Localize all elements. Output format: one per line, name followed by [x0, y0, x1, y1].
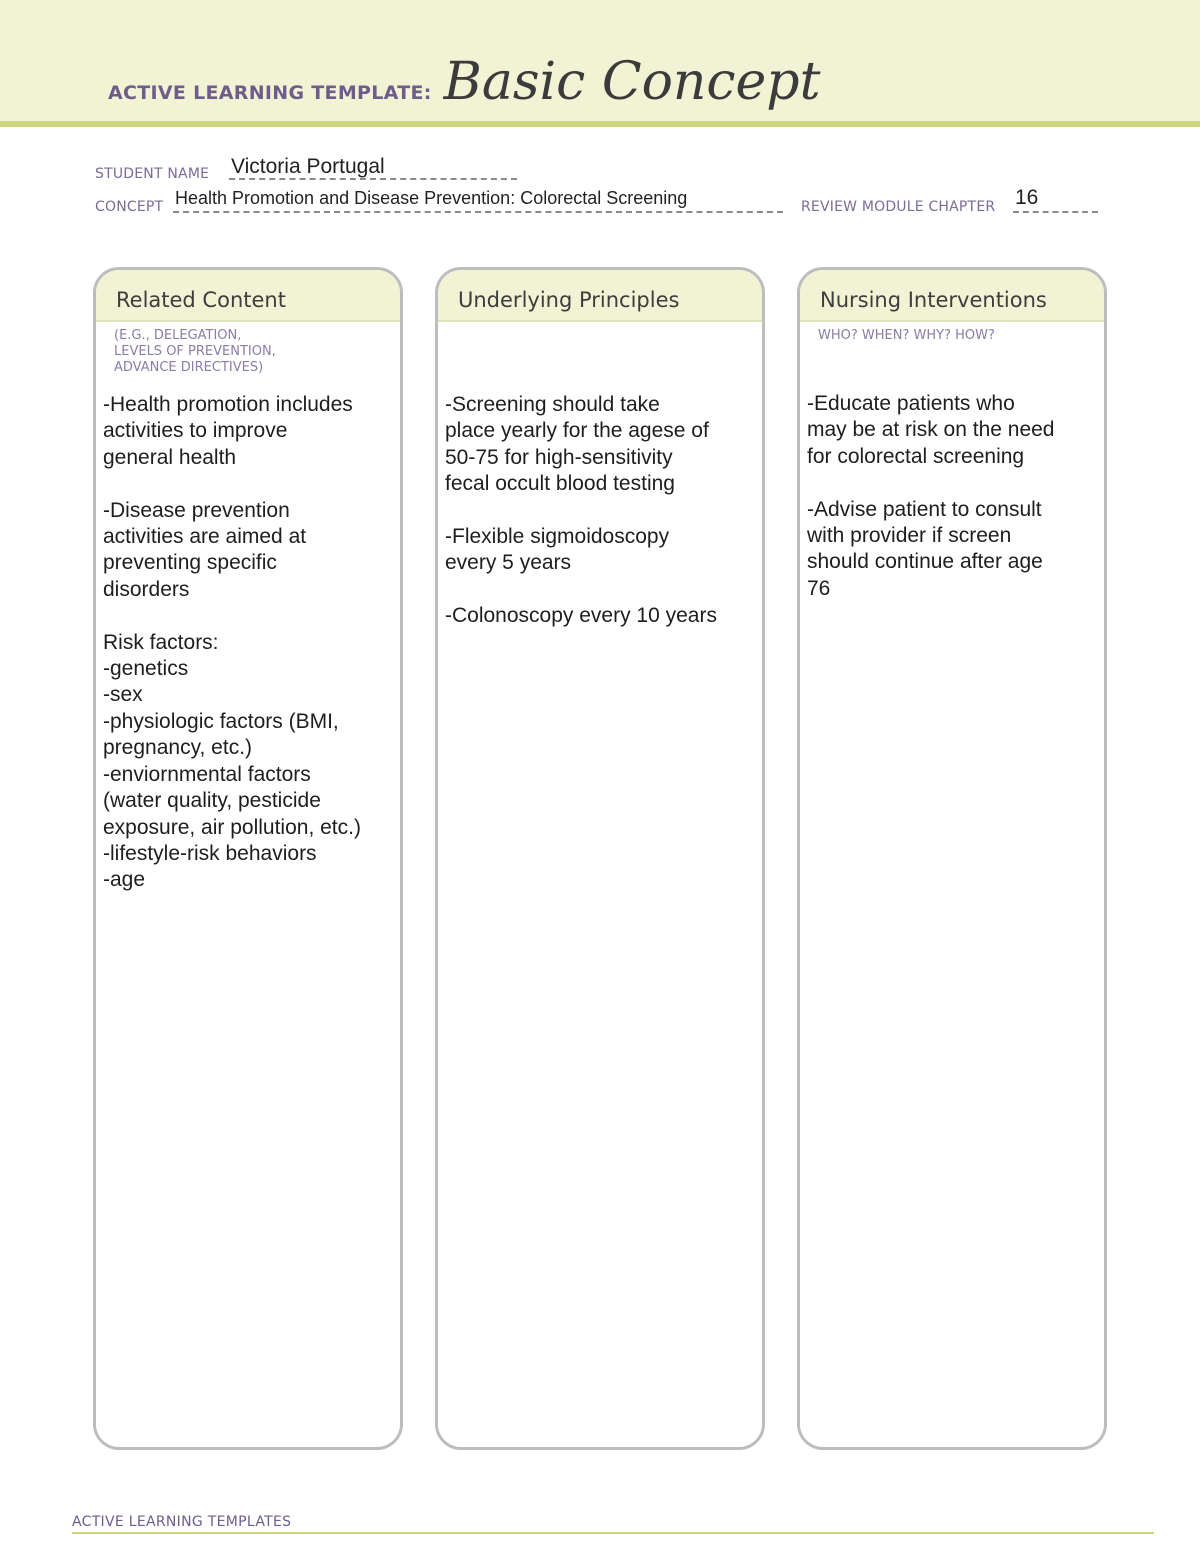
page-header	[108, 52, 821, 122]
review-module-label: REVIEW MODULE CHAPTER	[801, 199, 996, 215]
related-content-hint: (E.G., DELEGATION, LEVELS OF PREVENTION, ADVANCE DIRECTIVES)	[114, 328, 276, 375]
template-label: ACTIVE LEARNING TEMPLATE:	[108, 82, 432, 104]
student-name-label: STUDENT NAME	[95, 166, 210, 182]
footer-label: ACTIVE LEARNING TEMPLATES	[72, 1514, 292, 1530]
underlying-principles-hint	[438, 322, 762, 328]
review-module-underline	[1013, 211, 1098, 213]
footer-rule	[72, 1532, 1154, 1534]
concept-label: CONCEPT	[95, 199, 164, 215]
nursing-interventions-hint: WHO? WHEN? WHY? HOW?	[818, 328, 995, 343]
nursing-interventions-card	[797, 267, 1107, 1450]
related-content-heading: Related Content	[96, 270, 400, 322]
underlying-principles-heading: Underlying Principles	[438, 270, 762, 322]
nursing-interventions-text[interactable]: -Educate patients who may be at risk on the need for colorectal screening -Advise patient to consult with provider if screen should continue after age 76	[807, 392, 1055, 600]
related-content-text[interactable]: -Health promotion includes activities to improve general health -Disease prevention activities are aimed at preventing specific disorders Risk factors: -genetics -sex -physiologic factors (BMI, pregnancy, etc.) -enviornmental factors (water quality, pesticide exposure, air pollution, etc.) -lifestyle-risk behaviors -age	[103, 393, 361, 892]
student-name-field[interactable]: Victoria Portugal	[231, 155, 385, 178]
page-title: Basic Concept	[443, 52, 821, 112]
concept-field[interactable]: Health Promotion and Disease Prevention: Colorectal Screening	[175, 188, 688, 208]
related-content-card	[93, 267, 403, 1450]
underlying-principles-card	[435, 267, 765, 1450]
review-module-field[interactable]: 16	[1015, 186, 1039, 209]
underlying-principles-text[interactable]: -Screening should take place yearly for the agese of 50-75 for high-sensitivity fecal occult blood testing -Flexible sigmoidoscopy every 5 years -Colonoscopy every 10 years	[445, 393, 717, 628]
student-name-underline	[229, 178, 517, 180]
nursing-interventions-heading: Nursing Interventions	[800, 270, 1104, 322]
concept-underline	[173, 211, 783, 213]
